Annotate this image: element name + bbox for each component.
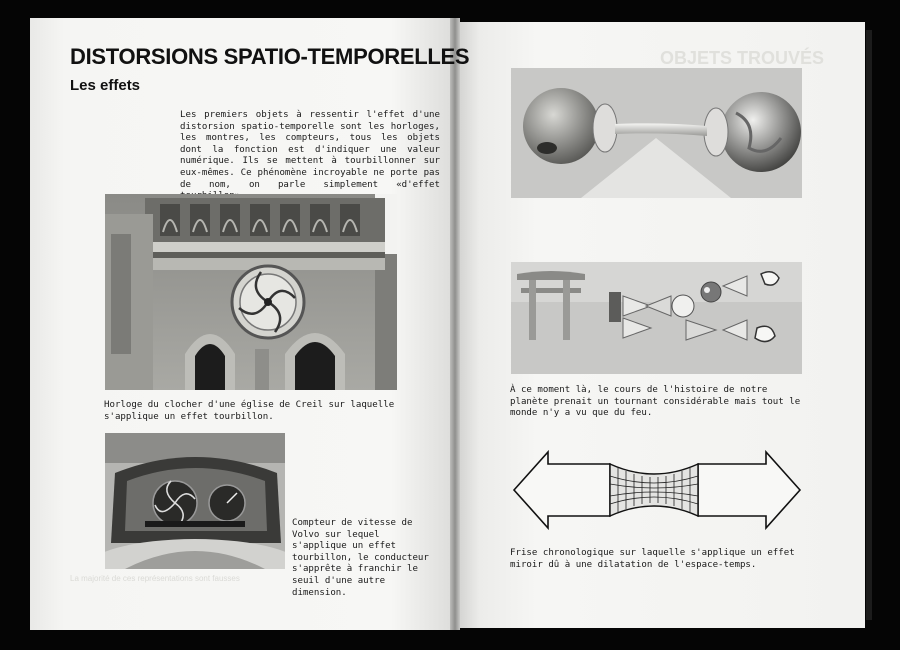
bleed-through-text: La majorité de ces représentations sont fausses: [70, 574, 240, 583]
history-caption: À ce moment là, le cours de l'histoire de notre planète prenait un tournant considérable mais tout le monde n'y a vu que du feu.: [510, 385, 801, 419]
ghost-title: OBJETS TROUVÉS: [660, 48, 825, 68]
section-subtitle: Les effets: [70, 77, 141, 94]
speedometer-caption: Compteur de vitesse de Volvo sur lequel s'applique un effet tourbillon, le conducteur s'apprête à franchir le seuil d'une autre dimension.: [292, 518, 429, 598]
church-clock-photo: [105, 194, 397, 390]
page-edge: [866, 30, 872, 620]
book-spine: [450, 18, 460, 630]
page-title: DISTORSIONS SPATIO-TEMPORELLES: [70, 44, 470, 69]
timeline-mirror-diagram: [512, 448, 802, 532]
intro-paragraph: Les premiers objets à ressentir l'effet d'une distorsion spatio-temporelle sont les horloges, les montres, les compteurs, tous les objets dont la fonction est d'indiquer une valeur numérique. Ils se mettent à tourbillonner sur eux-mêmes. Ce phénomène incroyable ne porte pas de nom, on parle simplement «d'effet: [180, 110, 440, 190]
torii-shapes-image: [511, 262, 802, 374]
clock-caption: Horloge du clocher d'une église de Creil sur laquelle s'applique un effet tourbillon.: [104, 400, 395, 422]
speedometer-photo: [105, 433, 285, 569]
timeline-caption: Frise chronologique sur laquelle s'applique un effet miroir dû à une dilatation de l'espace-temps.: [510, 548, 795, 570]
planets-image: [511, 68, 802, 198]
